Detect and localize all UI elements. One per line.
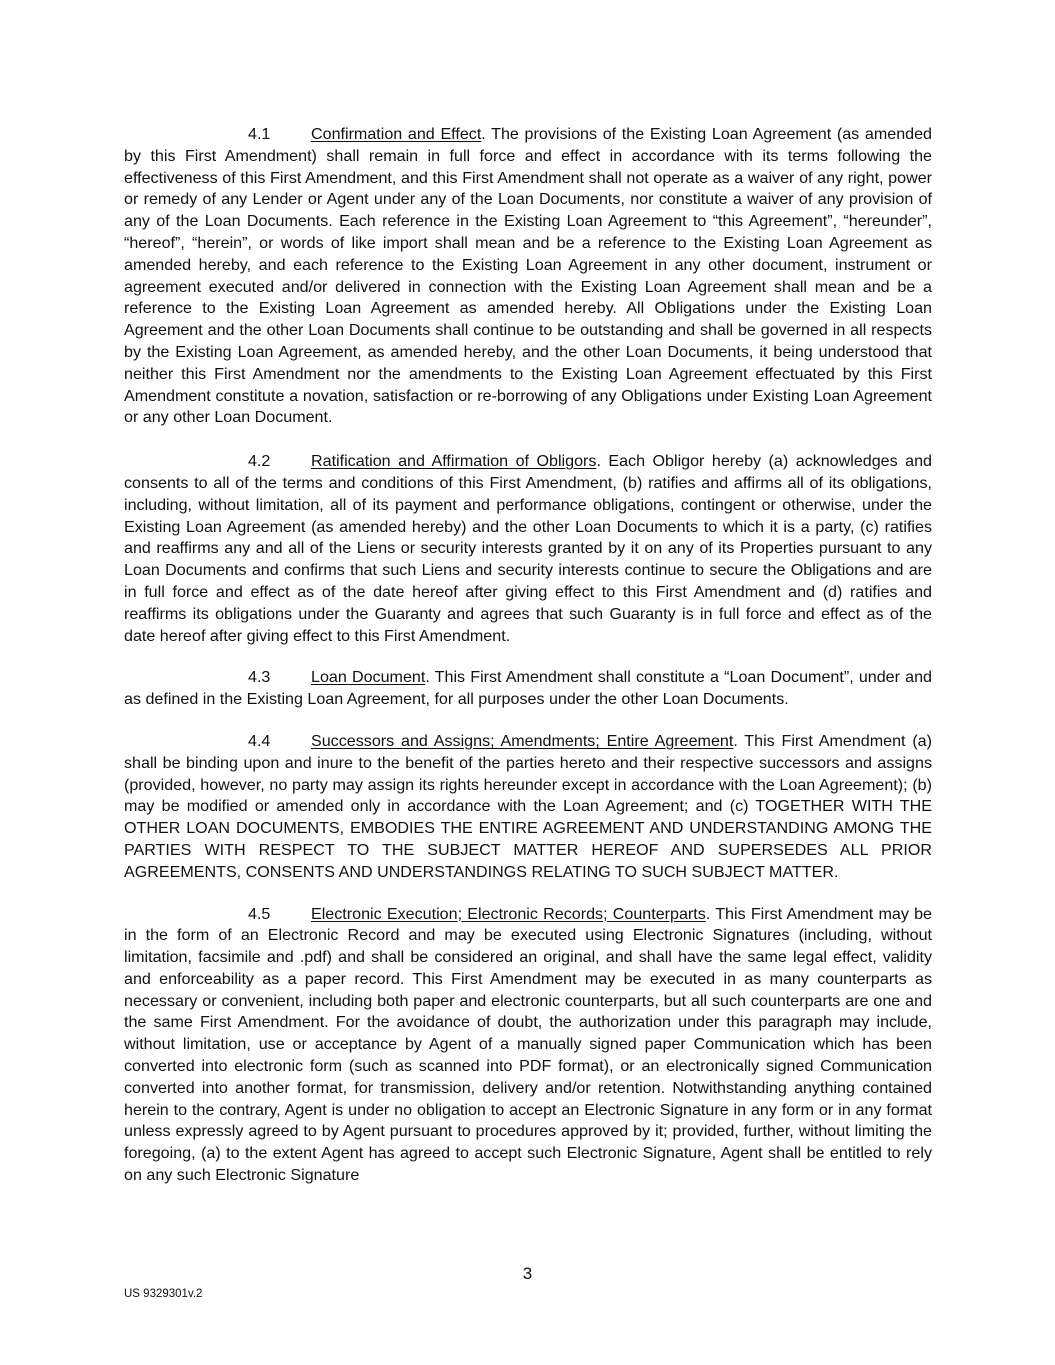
page-number: 3 — [522, 1264, 533, 1283]
section-4-5 — [124, 904, 932, 1187]
section-text: . Each Obligor hereby (a) acknowledges and consents to all of the terms and conditions of this First Amendment, (b) ratifies and affirms all of its obligations, including, without limitation, all of its payment and performance obligations, contingent or otherwise, under the Existing Loan Agreement (as amended hereby) and the other Loan Documents to which it is a party, (c) ratifies and reaffirms any and all of the Liens or security interests granted by it on any of its Properties pursuant to any Loan Documents and confirms that such Liens and security interests continue to secure the Obligations and are in full force and effect as of the date hereof after giving effect to this First Amendment and (d) ratifies and reaffirms its obligations under the Guaranty and agrees that such Guaranty is in full force and effect as of the date hereof after giving effect to this First Amendment. — [124, 452, 933, 645]
section-heading: Successors and Assigns; Amendments; Entire Agreement — [311, 731, 734, 750]
section-text: . This First Amendment shall constitute a “Loan Document”, under and as defined in the Existing Loan Agreement, for all purposes under the other Loan Documents. — [124, 668, 933, 709]
section-number: 4.2 — [248, 452, 271, 471]
section-number: 4.3 — [248, 668, 271, 687]
section-text: . The provisions of the Existing Loan Agreement (as amended by this First Amendment) shall remain in full force and effect in accordance with its terms following the effectiveness of this First Amendment, and this First Amendment shall not operate as a waiver of any right, power or remedy of any Lender or Agent under any of the Loan Documents, nor constitute a waiver of any provision of any of the Loan Documents. Each reference in the Existing Loan Agreement to “this Agreement”, “hereunder”, “hereof”, “herein”, or words of like import shall mean and be a reference to the Existing Loan Agreement as amended hereby, and each reference to the Existing Loan Agreement in any other document, instrument or agreement executed and/or delivered in connection with the Existing Loan Agreement shall mean and be a reference to the Existing Loan Agreement as amended hereby. All Obligations under the Existing Loan Agreement and the other Loan Documents shall continue to be outstanding and shall be governed in all respects by the Existing Loan Agreement, as amended hereby, and the other Loan Documents, it being understood that neither this First Amendment nor the amendments to the Existing Loan Agreement effectuated by this First Amendment constitute a novation, satisfaction or re-borrowing of any Obligations under Existing Loan Agreement or any other Loan Document. — [124, 125, 932, 427]
section-4-2 — [124, 451, 932, 647]
section-text: . This First Amendment may be in the form of an Electronic Record and may be executed using Electronic Signatures (including, without limitation, facsimile and .pdf) and shall be considered an original, and shall have the same legal effect, validity and enforceability as a paper record. This First Amendment may be executed in as many counterparts as necessary or convenient, including both paper and electronic counterparts, but all such counterparts are one and the same First Amendment. For the avoidance of doubt, the authorization under this paragraph may include, without limitation, use or acceptance by Agent of a manually signed paper Communication which has been converted into electronic form (such as scanned into PDF format), or an electronically signed Communication converted into another format, for transmission, delivery and/or retention. Notwithstanding anything contained herein to the contrary, Agent is under no obligation to accept an Electronic Signature in any form or in any format unless expressly agreed to by Agent pursuant to procedures approved by it; provided, further, without limiting the foregoing, (a) to the extent Agent has agreed to accept such Electronic Signature, Agent shall be entitled to rely on any such Electronic Signature — [124, 904, 932, 1185]
section-4-3 — [124, 667, 932, 711]
document-body — [124, 124, 932, 1207]
section-heading: Electronic Execution; Electronic Records; Counterparts — [311, 904, 706, 923]
section-4-1 — [124, 124, 932, 429]
section-number: 4.4 — [248, 731, 271, 750]
section-number: 4.5 — [248, 904, 271, 923]
section-4-4 — [124, 731, 932, 884]
section-heading: Loan Document — [311, 668, 426, 687]
section-text: . This First Amendment (a) shall be binding upon and inure to the benefit of the parties hereto and their respective successors and assigns (provided, however, no party may assign its rights hereunder except in accordance with the Loan Agreement); (b) may be modified or amended only in accordance with the Loan Agreement; and (c) TOGETHER WITH THE OTHER LOAN DOCUMENTS, EMBODIES THE ENTIRE AGREEMENT AND UNDERSTANDING AMONG THE PARTIES WITH RESPECT TO THE SUBJECT MATTER HEREOF AND SUPERSEDES ALL PRIOR AGREEMENTS, CONSENTS AND UNDERSTANDINGS RELATING TO SUCH SUBJECT MATTER. — [124, 731, 932, 881]
section-heading: Confirmation and Effect — [311, 125, 482, 143]
section-heading: Ratification and Affirmation of Obligors — [311, 452, 597, 471]
section-number: 4.1 — [248, 125, 271, 143]
document-id: US 9329301v.2 — [124, 1288, 203, 1300]
